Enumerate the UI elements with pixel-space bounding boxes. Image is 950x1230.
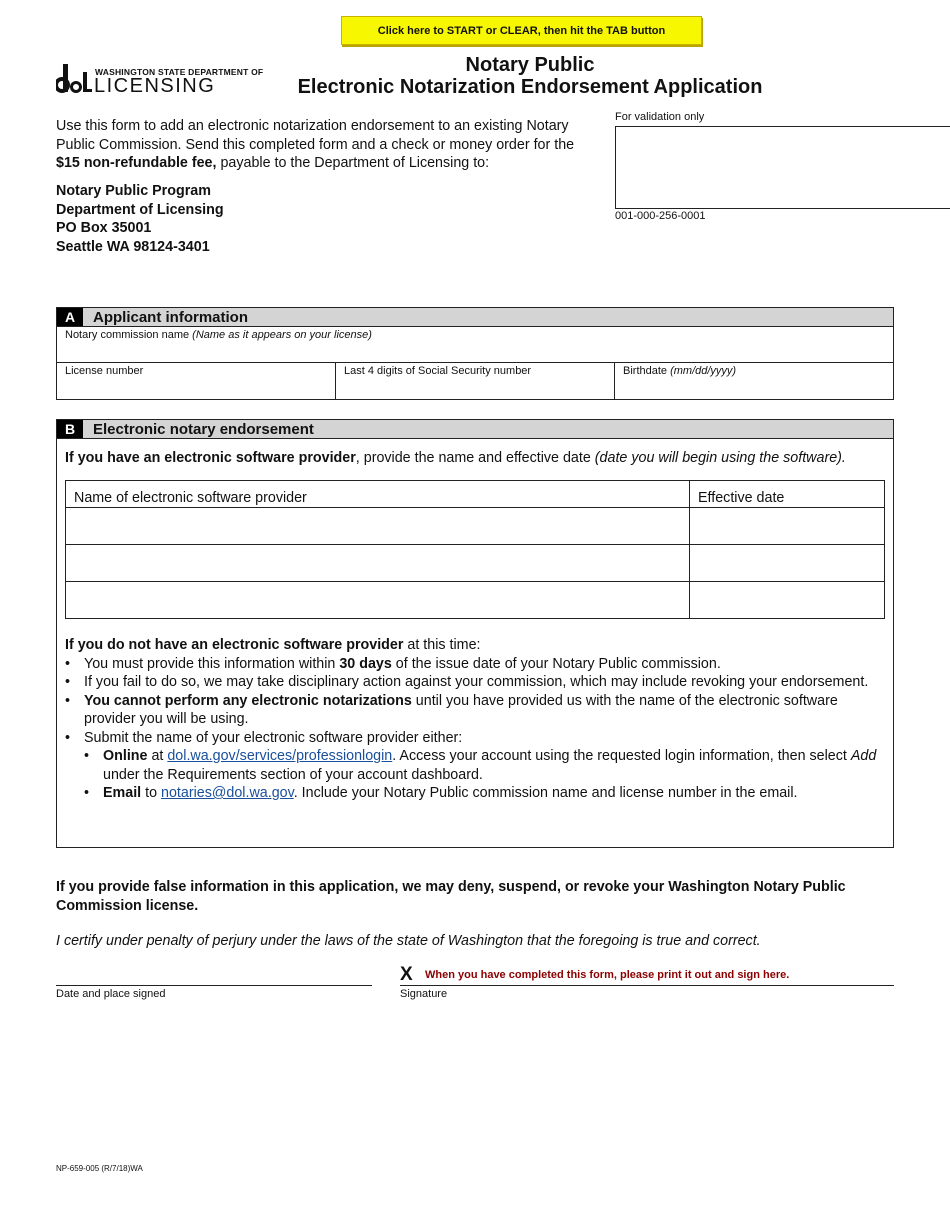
ssn-last4-field[interactable]: Last 4 digits of Social Security number — [336, 363, 615, 399]
section-applicant-information — [56, 307, 894, 400]
list-item: • Online at dol.wa.gov/services/professionlogin. Access your account using the requested login information, then select Add under the Requirements section of your account dashboard. — [84, 747, 885, 784]
table-row — [66, 545, 885, 582]
effective-date-header: Effective date — [690, 480, 885, 508]
provider-name-input[interactable] — [66, 545, 690, 582]
signature-field[interactable] — [400, 985, 894, 986]
signature-label: Signature — [400, 988, 448, 1000]
intro-text: Use this form to add an electronic notarization endorsement to an existing Notary Public Commission. Send this completed form and a check or money order for the $15 non-refundable fee, payable to the Department of Licensing to: — [56, 118, 575, 171]
date-place-signed-field[interactable] — [56, 985, 372, 986]
profession-login-link[interactable]: dol.wa.gov/services/professionlogin — [167, 748, 393, 764]
validation-label: For validation only — [615, 111, 705, 123]
no-provider-list — [65, 655, 885, 748]
page-subtitle: Electronic Notarization Endorsement Application — [297, 76, 763, 98]
dol-logo — [56, 62, 264, 97]
address-line: Seattle WA 98124-3401 — [56, 238, 210, 255]
commission-name-field[interactable]: Notary commission name (Name as it appears on your license) — [57, 327, 893, 363]
section-a-letter: A — [57, 308, 83, 326]
perjury-certification: I certify under penalty of perjury under the laws of the state of Washington that the foregoing is true and correct. — [56, 933, 761, 949]
section-electronic-notary-endorsement — [56, 419, 894, 848]
provider-name-input[interactable] — [66, 582, 690, 619]
section-a-header — [57, 308, 893, 327]
mailing-address — [56, 182, 224, 256]
dol-logo-icon — [56, 62, 92, 96]
address-line: Notary Public Program — [56, 183, 211, 199]
list-item: • Email to notaries@dol.wa.gov. Include your Notary Public commission name and license number in the email. — [84, 784, 885, 803]
logo-state-line: WASHINGTON STATE DEPARTMENT OF — [95, 67, 264, 77]
provider-name-header: Name of electronic software provider — [66, 480, 690, 508]
list-item: • If you fail to do so, we may take disciplinary action against your commission, which may include revoking your endorsement. — [65, 673, 885, 692]
section-b-title: Electronic notary endorsement — [93, 420, 314, 438]
effective-date-input[interactable] — [690, 582, 885, 619]
date-place-signed-label: Date and place signed — [56, 988, 166, 1000]
section-b-header — [57, 420, 893, 439]
validation-box — [615, 126, 950, 209]
effective-date-input[interactable] — [690, 545, 885, 582]
effective-date-input[interactable] — [690, 508, 885, 545]
address-line: Department of Licensing — [56, 201, 224, 218]
false-information-warning: If you provide false information in this application, we may deny, suspend, or revoke your Washington Notary Public Commission license. — [56, 879, 846, 914]
fee-text: $15 non-refundable fee, — [56, 155, 217, 171]
table-row — [66, 508, 885, 545]
start-clear-button[interactable]: Click here to START or CLEAR, then hit the TAB button — [341, 16, 702, 45]
form-number: NP-659-005 (R/7/18)WA — [56, 1164, 143, 1173]
list-item: • You must provide this information within 30 days of the issue date of your Notary Public commission. — [65, 655, 885, 674]
notaries-email-link[interactable]: notaries@dol.wa.gov — [161, 785, 294, 801]
validation-code: 001-000-256-0001 — [615, 210, 706, 222]
section-b-letter: B — [57, 420, 83, 438]
signature-instruction: When you have completed this form, please print it out and sign here. — [425, 969, 790, 981]
provider-instructions: If you have an electronic software provider, provide the name and effective date (date you will begin using the software). — [65, 450, 846, 466]
license-number-field[interactable]: License number — [57, 363, 336, 399]
signature-x-mark: X — [400, 964, 413, 985]
no-provider-heading: If you do not have an electronic software provider at this time: — [65, 637, 481, 653]
provider-name-input[interactable] — [66, 508, 690, 545]
birthdate-field[interactable]: Birthdate (mm/dd/yyyy) — [623, 365, 737, 377]
list-item: • You cannot perform any electronic notarizations until you have provided us with the name of the electronic software provider you will be using. — [65, 692, 885, 729]
page-title: Notary Public — [465, 54, 595, 76]
address-line: PO Box 35001 — [56, 220, 152, 236]
section-a-title: Applicant information — [93, 308, 248, 326]
submit-methods-list — [65, 747, 885, 803]
table-row — [66, 582, 885, 619]
provider-table — [65, 480, 885, 620]
logo-licensing-text: LICENSING — [94, 75, 216, 97]
list-item: • Submit the name of your electronic software provider either: — [65, 729, 885, 748]
